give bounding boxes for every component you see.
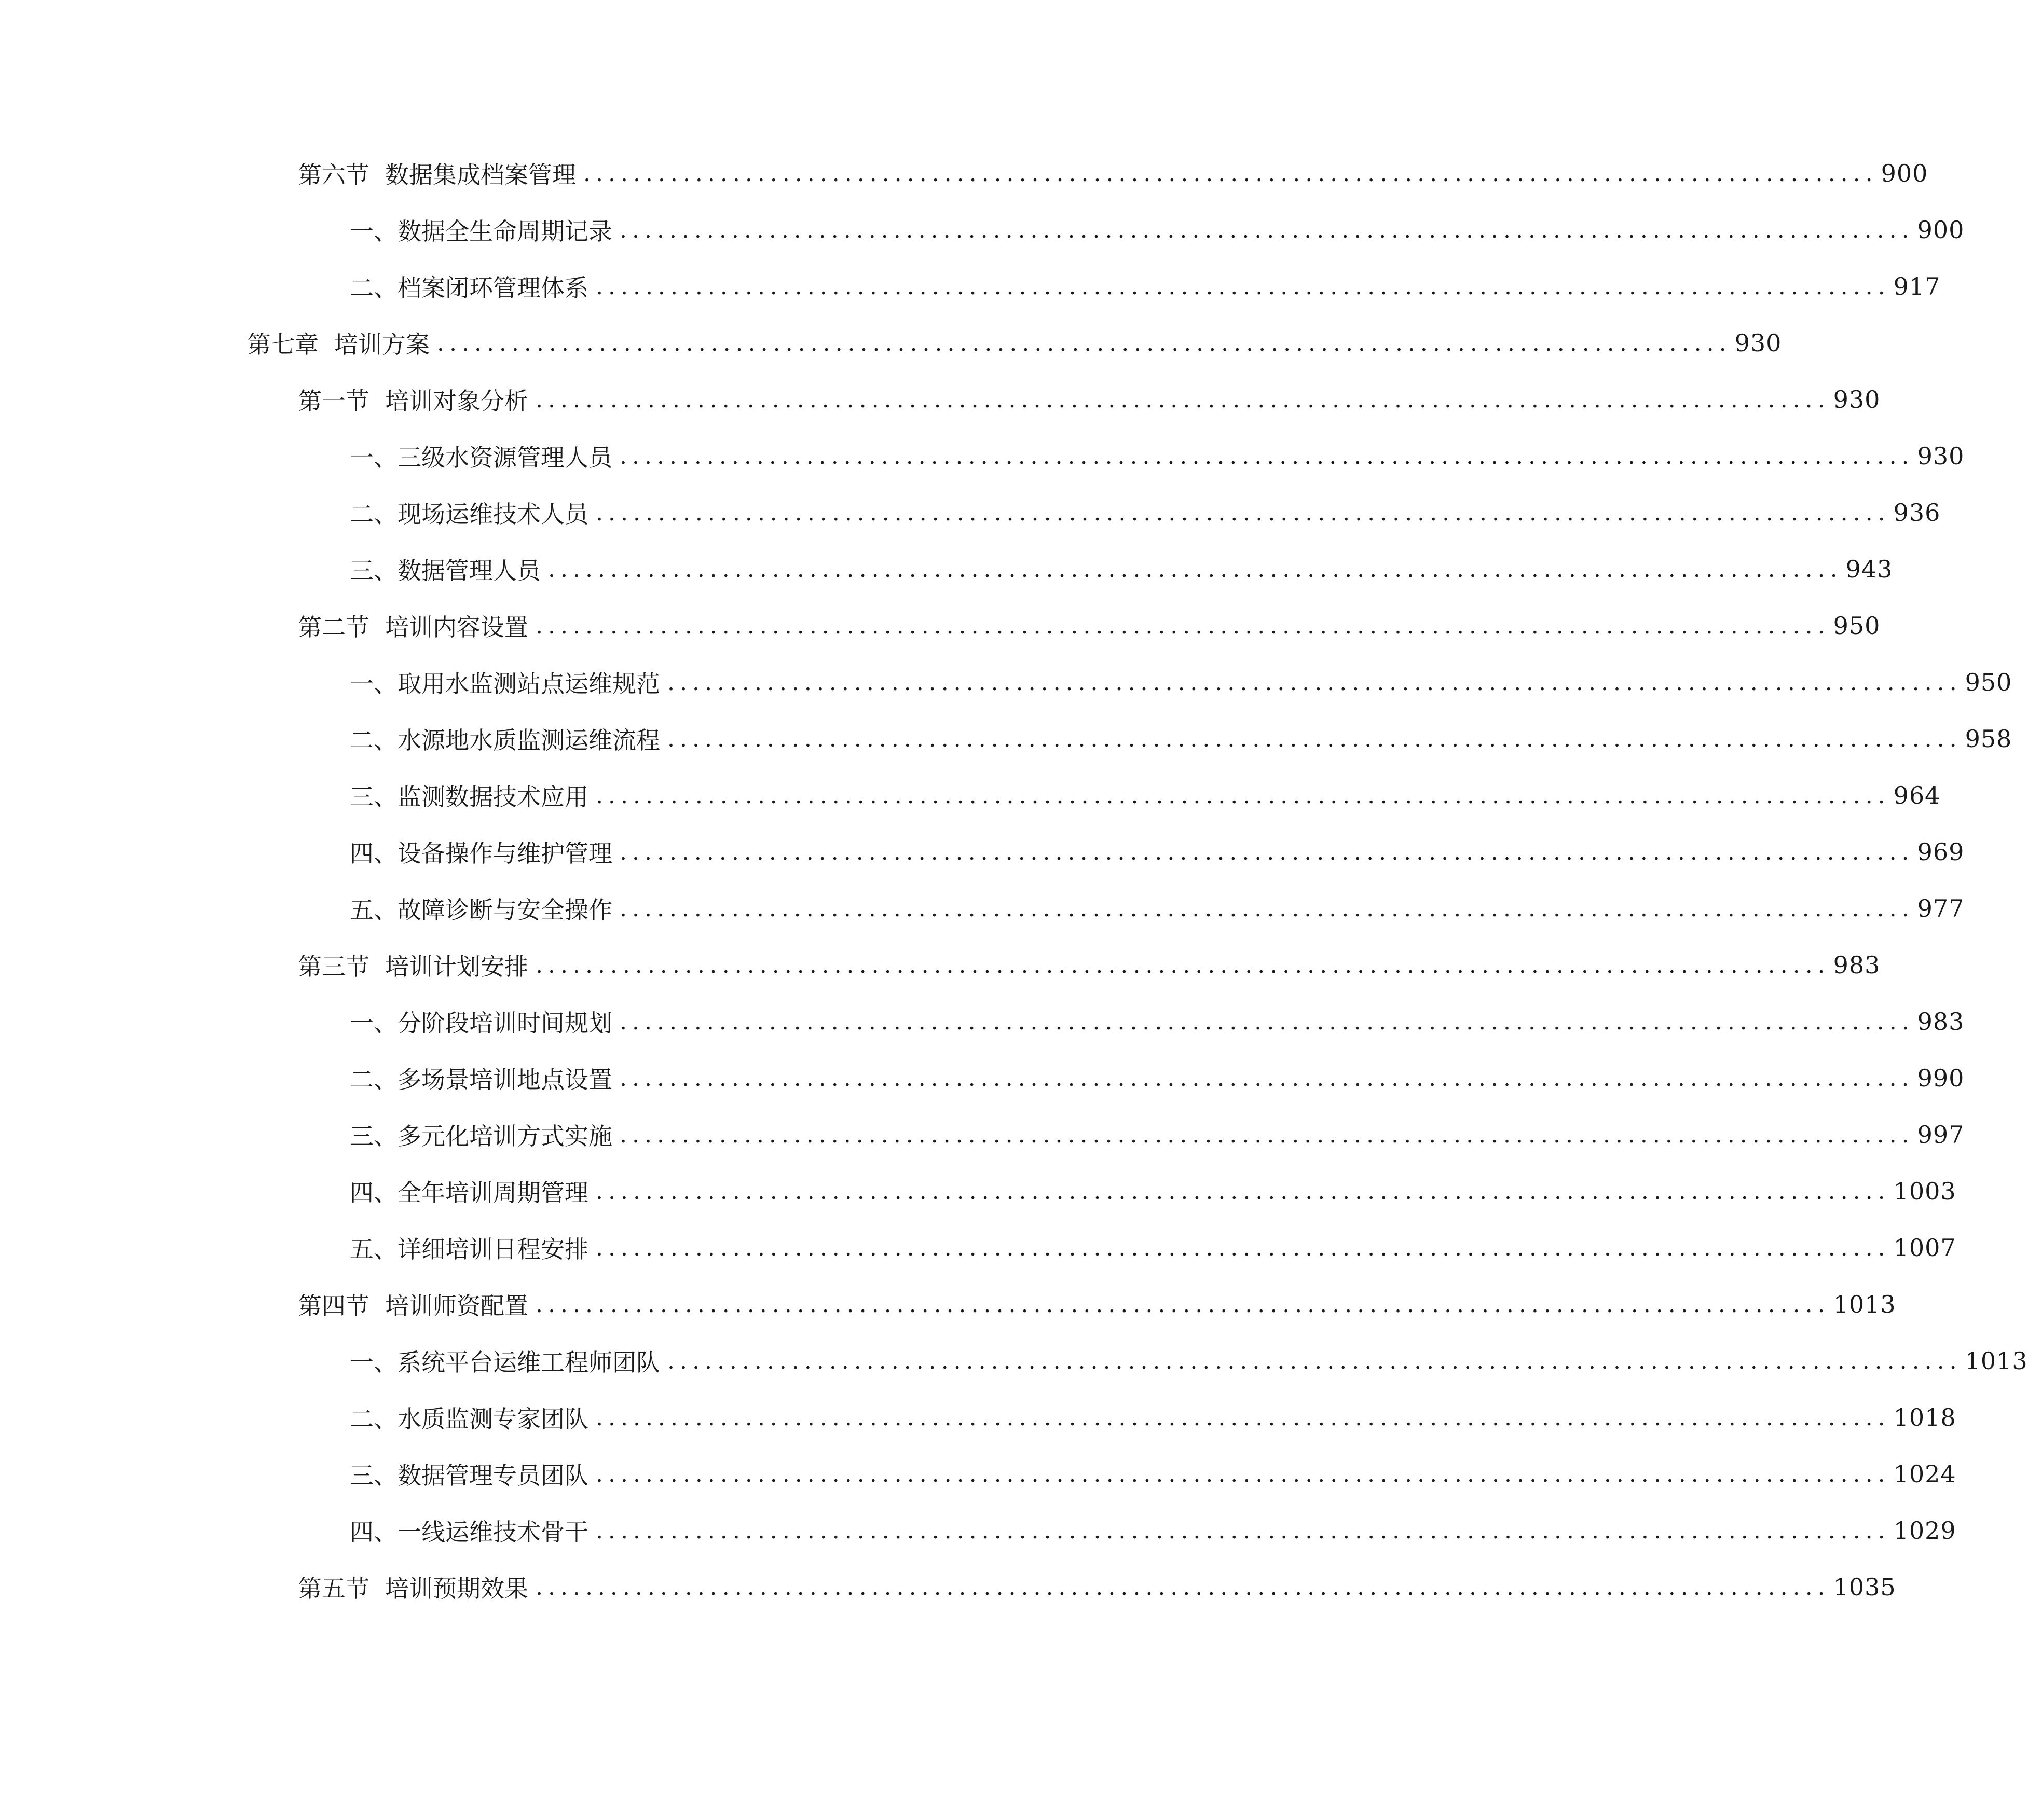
- toc-entry-title: 设备操作与维护管理: [398, 839, 612, 867]
- toc-entry-label: 三、: [350, 783, 398, 811]
- toc-entry-title: 多场景培训地点设置: [398, 1066, 612, 1094]
- toc-entry-label: 二、: [350, 1405, 398, 1433]
- toc-entry[interactable]: [350, 1399, 1956, 1436]
- toc-entry-page: 964: [1893, 781, 1941, 809]
- toc-entry-label: 第三节: [298, 953, 369, 981]
- toc-entry-page: 997: [1917, 1121, 1965, 1149]
- toc-entry-page: 983: [1917, 1008, 1965, 1036]
- toc-entry-page: 1013: [1833, 1290, 1896, 1318]
- toc-entry-label: 二、: [350, 726, 398, 754]
- toc-entry-page: 930: [1734, 329, 1782, 357]
- toc-entry[interactable]: [350, 1343, 2028, 1379]
- toc-entry-title: 培训师资配置: [385, 1292, 528, 1320]
- toc-leader-dots: ........................................................................................................: [536, 952, 1830, 978]
- toc-entry-title: 故障诊断与安全操作: [398, 896, 612, 924]
- toc-leader-dots: ........................................................................................................: [667, 725, 1962, 752]
- toc-entry-title: 系统平台运维工程师团队: [398, 1348, 660, 1376]
- toc-entry[interactable]: [350, 551, 1893, 587]
- toc-leader-dots: ........................................................................................................: [620, 895, 1914, 922]
- toc-entry-page: 990: [1917, 1064, 1965, 1092]
- toc-leader-dots: ........................................................................................................: [667, 669, 1962, 696]
- toc-entry[interactable]: [350, 834, 1965, 870]
- toc-entry-label: 一、: [350, 1009, 398, 1037]
- toc-leader-dots: ........................................................................................................: [596, 1234, 1890, 1261]
- toc-entry-page: 983: [1833, 951, 1881, 979]
- toc-leader-dots: ........................................................................................................: [667, 1347, 1962, 1374]
- toc-entry-title: 培训计划安排: [385, 953, 528, 981]
- toc-entry[interactable]: [350, 1116, 1965, 1153]
- toc-entry-title: 全年培训周期管理: [398, 1179, 588, 1207]
- toc-entry-title: 数据集成档案管理: [385, 161, 576, 189]
- toc-entry-label: 四、: [350, 1518, 398, 1546]
- toc-leader-dots: ........................................................................................................: [620, 1065, 1914, 1092]
- toc-entry-title: 分阶段培训时间规划: [398, 1009, 612, 1037]
- toc-entry[interactable]: [298, 1286, 1896, 1322]
- toc-entry-title: 多元化培训方式实施: [398, 1122, 612, 1150]
- toc-entry[interactable]: [350, 721, 2012, 757]
- toc-entry-page: 930: [1833, 385, 1881, 413]
- toc-leader-dots: ........................................................................................................: [536, 386, 1830, 413]
- toc-entry[interactable]: [247, 325, 1782, 361]
- toc-leader-dots: ........................................................................................................: [536, 1574, 1830, 1601]
- toc-entry-label: 四、: [350, 1179, 398, 1207]
- toc-entry-label: 二、: [350, 1066, 398, 1094]
- toc-entry-label: 五、: [350, 1235, 398, 1263]
- toc-entry-title: 一线运维技术骨干: [398, 1518, 588, 1546]
- toc-entry[interactable]: [350, 1060, 1965, 1096]
- toc-entry-label: 一、: [350, 670, 398, 698]
- toc-leader-dots: ........................................................................................................: [620, 838, 1914, 865]
- toc-entry-page: 900: [1881, 159, 1928, 187]
- toc-entry-title: 三级水资源管理人员: [398, 444, 612, 472]
- toc-leader-dots: ........................................................................................................: [596, 782, 1890, 809]
- toc-entry-page: 1007: [1893, 1234, 1956, 1262]
- toc-entry-label: 第五节: [298, 1575, 369, 1603]
- toc-entry-page: 900: [1917, 216, 1965, 244]
- toc-entry[interactable]: [350, 1003, 1965, 1040]
- toc-entry-title: 现场运维技术人员: [398, 500, 588, 528]
- toc-entry-label: 第一节: [298, 387, 369, 415]
- toc-entry-title: 取用水监测站点运维规范: [398, 670, 660, 698]
- toc-entry-label: 第四节: [298, 1292, 369, 1320]
- toc-entry[interactable]: [350, 1512, 1956, 1549]
- toc-leader-dots: ........................................................................................................: [596, 1460, 1890, 1487]
- toc-entry-page: 930: [1917, 442, 1965, 470]
- toc-entry-label: 一、: [350, 1348, 398, 1376]
- toc-entry-page: 969: [1917, 838, 1965, 866]
- toc-entry-label: 二、: [350, 274, 398, 302]
- toc-entry-title: 数据管理人员: [398, 557, 541, 585]
- toc-entry-title: 档案闭环管理体系: [398, 274, 588, 302]
- toc-entry-page: 936: [1893, 499, 1941, 527]
- toc-entry-page: 950: [1833, 612, 1881, 640]
- toc-leader-dots: ........................................................................................................: [437, 329, 1732, 356]
- toc-entry[interactable]: [350, 212, 1965, 248]
- toc-entry-page: 950: [1965, 668, 2012, 696]
- toc-entry-title: 详细培训日程安排: [398, 1235, 588, 1263]
- toc-entry-label: 第六节: [298, 161, 369, 189]
- toc-entry[interactable]: [350, 1173, 1956, 1209]
- toc-leader-dots: ........................................................................................................: [620, 216, 1914, 243]
- toc-entry-title: 监测数据技术应用: [398, 783, 588, 811]
- toc-entry-title: 数据管理专员团队: [398, 1461, 588, 1490]
- toc-entry[interactable]: [350, 1456, 1956, 1492]
- toc-entry-label: 三、: [350, 1461, 398, 1490]
- toc-entry[interactable]: [298, 155, 1928, 191]
- toc-leader-dots: ........................................................................................................: [596, 499, 1890, 526]
- toc-entry-title: 数据全生命周期记录: [398, 217, 612, 245]
- toc-leader-dots: ........................................................................................................: [583, 160, 1878, 187]
- toc-leader-dots: ........................................................................................................: [620, 443, 1914, 470]
- toc-entry-title: 水源地水质监测运维流程: [398, 726, 660, 754]
- toc-entry[interactable]: [350, 664, 2012, 700]
- toc-entry-page: 1003: [1893, 1177, 1956, 1205]
- toc-entry[interactable]: [298, 947, 1881, 983]
- toc-entry-page: 1035: [1833, 1573, 1896, 1601]
- toc-entry[interactable]: [350, 1230, 1956, 1266]
- toc-entry-label: 二、: [350, 500, 398, 528]
- toc-entry-page: 1029: [1893, 1516, 1956, 1545]
- toc-entry-label: 五、: [350, 896, 398, 924]
- toc-leader-dots: ........................................................................................................: [536, 1291, 1830, 1318]
- toc-entry-title: 培训方案: [334, 330, 430, 359]
- toc-entry-page: 1018: [1893, 1403, 1956, 1431]
- toc-entry-label: 一、: [350, 217, 398, 245]
- toc-entry-label: 第二节: [298, 613, 369, 641]
- toc-entry-title: 水质监测专家团队: [398, 1405, 588, 1433]
- toc-entry-page: 1024: [1893, 1460, 1956, 1488]
- toc-entry[interactable]: [350, 777, 1941, 814]
- toc-entry-label: 四、: [350, 839, 398, 867]
- toc-entry-page: 958: [1965, 725, 2012, 753]
- toc-leader-dots: ........................................................................................................: [596, 1178, 1890, 1205]
- toc-entry[interactable]: [350, 890, 1965, 927]
- toc-entry-title: 培训内容设置: [385, 613, 528, 641]
- toc-entry[interactable]: [350, 438, 1965, 474]
- toc-leader-dots: ........................................................................................................: [548, 556, 1843, 583]
- toc-entry-title: 培训对象分析: [385, 387, 528, 415]
- toc-leader-dots: ........................................................................................................: [620, 1008, 1914, 1035]
- toc-entry-page: 1013: [1965, 1347, 2028, 1375]
- toc-leader-dots: ........................................................................................................: [596, 1404, 1890, 1431]
- toc-entry[interactable]: [350, 268, 1941, 305]
- toc-entry-label: 第七章: [247, 330, 319, 359]
- toc-leader-dots: ........................................................................................................: [536, 612, 1830, 639]
- toc-leader-dots: ........................................................................................................: [596, 1517, 1890, 1544]
- toc-entry-label: 三、: [350, 557, 398, 585]
- toc-entry-page: 977: [1917, 894, 1965, 922]
- toc-entry-page: 917: [1893, 272, 1941, 300]
- toc-leader-dots: ........................................................................................................: [596, 273, 1890, 300]
- toc-entry-page: 943: [1845, 555, 1893, 583]
- toc-entry[interactable]: [298, 608, 1881, 644]
- toc-entry[interactable]: [350, 494, 1941, 531]
- toc-entry-label: 一、: [350, 444, 398, 472]
- toc-entry-title: 培训预期效果: [385, 1575, 528, 1603]
- toc-entry[interactable]: [298, 381, 1881, 418]
- toc-entry[interactable]: [298, 1569, 1896, 1605]
- toc-entry-label: 三、: [350, 1122, 398, 1150]
- toc-leader-dots: ........................................................................................................: [620, 1121, 1914, 1148]
